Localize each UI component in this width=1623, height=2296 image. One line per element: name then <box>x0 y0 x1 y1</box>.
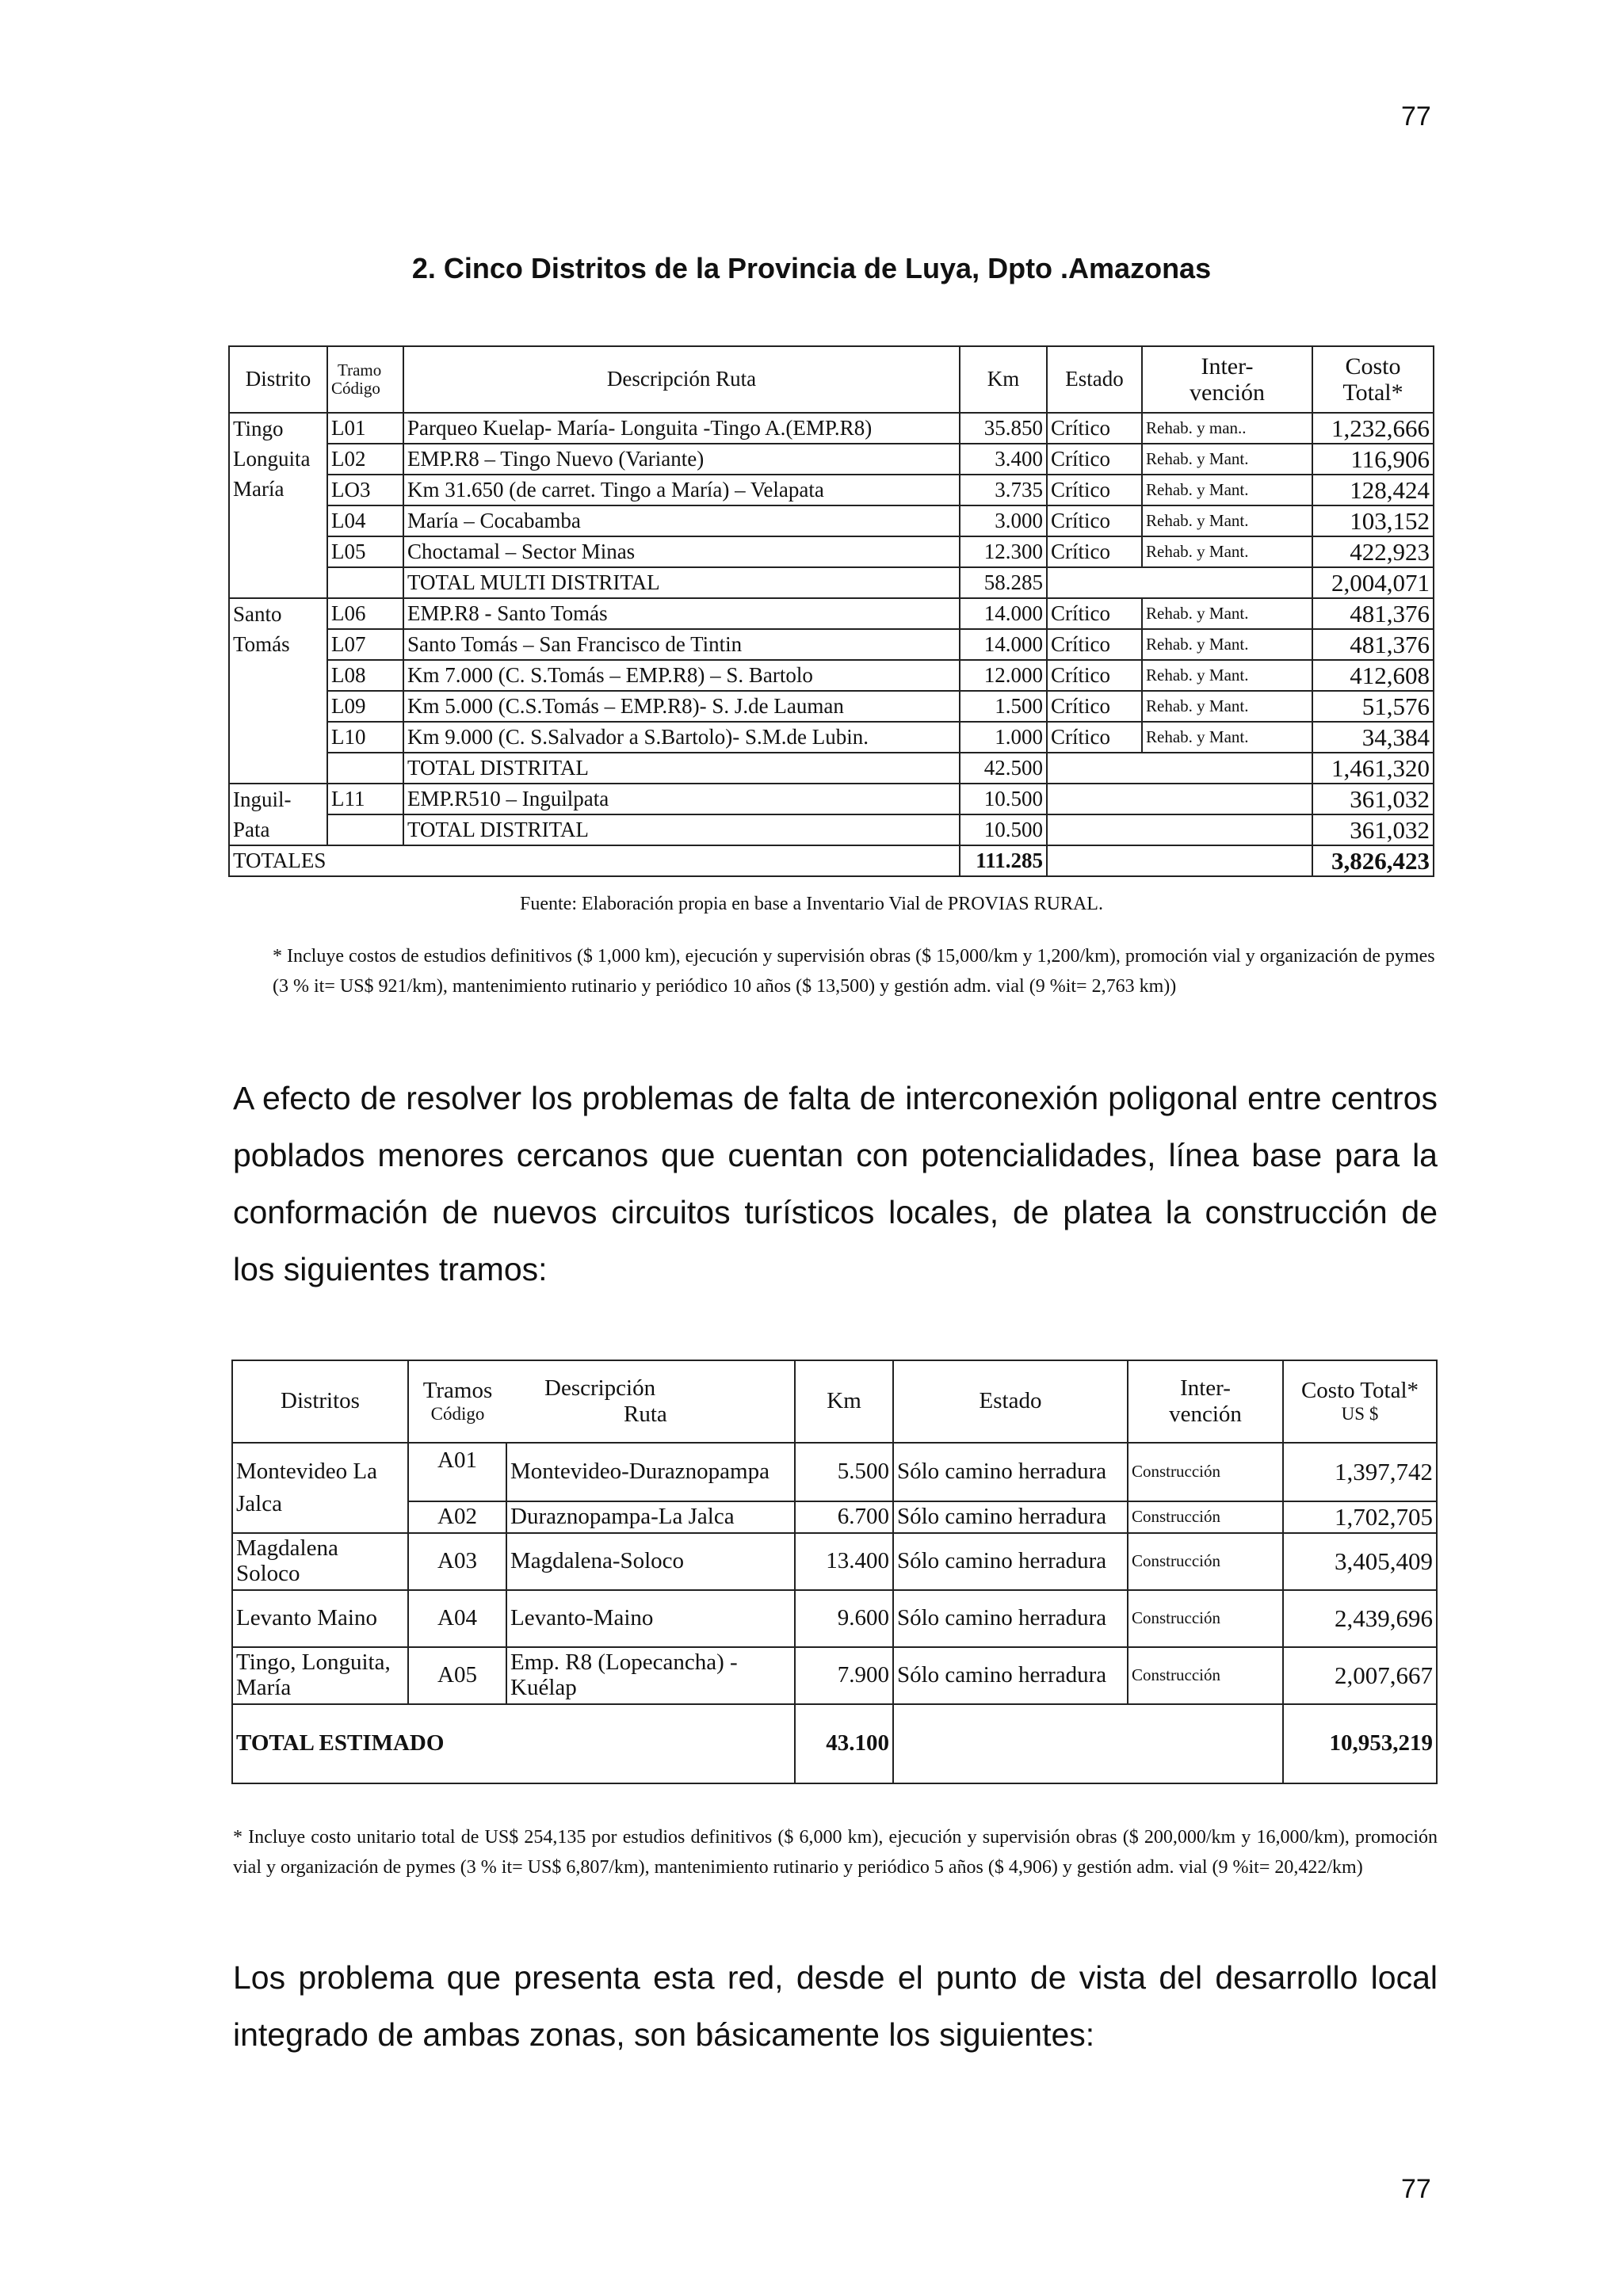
subtotal-row: TOTAL DISTRITAL 10.500 361,032 <box>229 814 1434 845</box>
table-row: Tingo, Longuita, María A05 Emp. R8 (Lopecancha) - Kuélap 7.900 Sólo camino herradura Construcción 2,007,667 <box>232 1647 1437 1704</box>
grand-total-row: TOTALES 111.285 3,826,423 <box>229 845 1434 876</box>
header-intervencion: Inter- vención <box>1142 346 1312 413</box>
table-row: Inguil- Pata L11 EMP.R510 – Inguilpata 10.500 361,032 <box>229 784 1434 814</box>
header-km: Km <box>960 346 1047 413</box>
table-row: L05 Choctamal – Sector Minas 12.300 Crítico Rehab. y Mant. 422,923 <box>229 536 1434 567</box>
header-costo: Costo Total* <box>1312 346 1434 413</box>
table-row: LO3 Km 31.650 (de carret. Tingo a María) – Velapata 3.735 Crítico Rehab. y Mant. 128,424 <box>229 475 1434 505</box>
table-row: Magdalena Soloco A03 Magdalena-Soloco 13.400 Sólo camino herradura Construcción 3,405,409 <box>232 1533 1437 1590</box>
header-descripcion: Descripción Ruta <box>403 346 960 413</box>
table-row: L08 Km 7.000 (C. S.Tomás – EMP.R8) – S. Bartolo 12.000 Crítico Rehab. y Mant. 412,608 <box>229 660 1434 691</box>
table-header-row <box>232 1360 1437 1443</box>
total-row: TOTAL ESTIMADO 43.100 10,953,219 <box>232 1704 1437 1783</box>
paragraph-1: A efecto de resolver los problemas de falta de interconexión poligonal entre centros poblados menores cercanos que cuentan con potencialidades, línea base para la conformación de nuevos circuitos turísticos locales, de platea la construcción de los siguientes tramos: <box>233 1080 1438 1287</box>
header-distrito: Distrito <box>229 346 327 413</box>
header-distritos: Distritos <box>232 1360 408 1443</box>
header-costo: Costo Total* US $ <box>1283 1360 1437 1443</box>
subtotal-row: TOTAL MULTI DISTRITAL 58.285 2,004,071 <box>229 567 1434 598</box>
table-row: L07 Santo Tomás – San Francisco de Tintin 14.000 Crítico Rehab. y Mant. 481,376 <box>229 629 1434 660</box>
table-row: Montevideo La Jalca A01 Montevideo-Duraznopampa 5.500 Sólo camino herradura Construcción 1,397,742 <box>232 1443 1437 1501</box>
header-tramo: Tramo <box>338 360 382 379</box>
header-tramo-codigo <box>327 346 403 413</box>
header-descripcion: Descripción Ruta <box>506 1360 795 1443</box>
table-header-row <box>229 346 1434 413</box>
roads-table-luya <box>228 345 1434 877</box>
district-cell: Tingo Longuita María <box>229 413 327 598</box>
subtotal-row: TOTAL DISTRITAL 42.500 1,461,320 <box>229 753 1434 784</box>
district-cell: Inguil- Pata <box>229 784 327 845</box>
new-roads-table <box>231 1360 1438 1784</box>
paragraph-2: Los problema que presenta esta red, desde el punto de vista del desarrollo local integrado de ambas zonas, son básicamente los siguientes: <box>233 1959 1438 2053</box>
page-number-top: 77 <box>1401 101 1431 132</box>
table-row: L09 Km 5.000 (C.S.Tomás – EMP.R8)- S. J.de Lauman 1.500 Crítico Rehab. y Mant. 51,576 <box>229 691 1434 722</box>
table-source: Fuente: Elaboración propia en base a Inventario Vial de PROVIAS RURAL. <box>520 894 1103 914</box>
header-estado: Estado <box>1047 346 1142 413</box>
table-row: Santo Tomás L06 EMP.R8 - Santo Tomás 14.000 Crítico Rehab. y Mant. 481,376 <box>229 598 1434 629</box>
table-row: Tingo Longuita María L01 Parqueo Kuelap- María- Longuita -Tingo A.(EMP.R8) 35.850 Crítico Rehab. y man.. 1,232,666 <box>229 413 1434 444</box>
header-intervencion: Inter- vención <box>1128 1360 1283 1443</box>
table-row: L10 Km 9.000 (C. S.Salvador a S.Bartolo)- S.M.de Lubin. 1.000 Crítico Rehab. y Mant. 34,384 <box>229 722 1434 753</box>
header-estado: Estado <box>893 1360 1128 1443</box>
header-tramos: Tramos Código <box>408 1360 506 1443</box>
section-title: 2. Cinco Distritos de la Provincia de Luya, Dpto .Amazonas <box>411 252 1212 284</box>
table-row: A02 Duraznopampa-La Jalca 6.700 Sólo camino herradura Construcción 1,702,705 <box>232 1501 1437 1533</box>
page-number-bottom: 77 <box>1401 2174 1431 2204</box>
table-row: Levanto Maino A04 Levanto-Maino 9.600 Sólo camino herradura Construcción 2,439,696 <box>232 1590 1437 1647</box>
table2-footnote: * Incluye costo unitario total de US$ 254,135 por estudios definitivos ($ 6,000 km), ejecución y supervisión obras ($ 200,000/km y 16,000/km), promoción vial y organización de pymes (3 % it= US$ 6,807/km), mantenimiento rutinario y periódico 5 años ($ 4,906) y gestión adm. vial (9 %it= 20,422/km) <box>233 1827 1438 1878</box>
table1-footnote: * Incluye costos de estudios definitivos ($ 1,000 km), ejecución y supervisión obras ($ 15,000/km y 1,200/km), promoción vial y organización de pymes (3 % it= US$ 921/km), mantenimiento rutinario y periódico 10 años ($ 13,500) y gestión adm. vial (9 %it= 2,763 km)) <box>273 946 1435 997</box>
header-codigo: Código <box>331 379 380 398</box>
table-row: L04 María – Cocabamba 3.000 Crítico Rehab. y Mant. 103,152 <box>229 505 1434 536</box>
district-cell: Santo Tomás <box>229 598 327 784</box>
table-row: L02 EMP.R8 – Tingo Nuevo (Variante) 3.400 Crítico Rehab. y Mant. 116,906 <box>229 444 1434 475</box>
header-km: Km <box>795 1360 893 1443</box>
